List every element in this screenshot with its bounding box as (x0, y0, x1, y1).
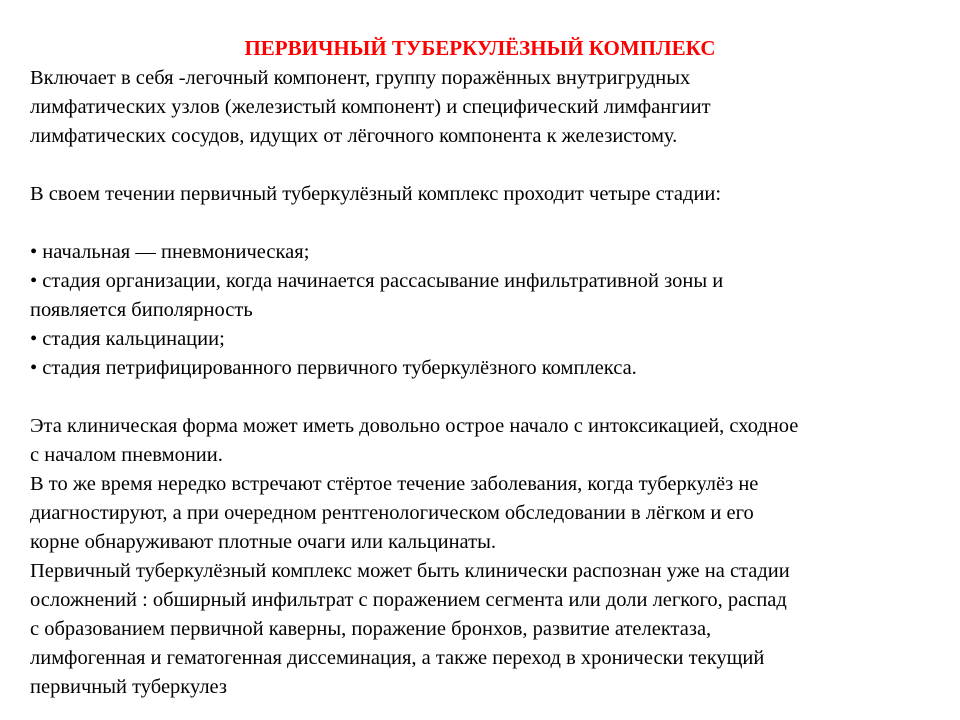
stage-item: появляется биполярность (30, 299, 253, 321)
spacer (30, 383, 940, 412)
clinical-line: Эта клиническая форма может иметь довольно острое начало с интоксикацией, сходное (30, 415, 799, 437)
slide-body (30, 64, 940, 702)
spacer (30, 151, 940, 180)
intro-line: лимфатических сосудов, идущих от лёгочного компонента к железистому. (30, 125, 678, 147)
stages-intro: В своем течении первичный туберкулёзный комплекс проходит четыре стадии: (30, 183, 722, 205)
intro-line: лимфатических узлов (железистый компонент) и специфический лимфангиит (30, 96, 711, 118)
stage-item: • начальная — пневмоническая; (30, 241, 310, 263)
clinical-line: диагностируют, а при очередном рентгенологическом обследовании в лёгком и его (30, 502, 754, 524)
stage-item: • стадия петрифицированного первичного туберкулёзного комплекса. (30, 357, 637, 379)
clinical-line: В то же время нередко встречают стёртое течение заболевания, когда туберкулёз не (30, 473, 759, 495)
clinical-line: лимфогенная и гематогенная диссеминация, а также переход в хронически текущий (30, 647, 765, 669)
clinical-line: корне обнаруживают плотные очаги или кальцинаты. (30, 531, 496, 553)
clinical-line: с образованием первичной каверны, поражение бронхов, развитие ателектаза, (30, 618, 712, 640)
clinical-line: первичный туберкулез (30, 676, 227, 698)
spacer (30, 209, 940, 238)
stage-item: • стадия организации, когда начинается рассасывание инфильтративной зоны и (30, 270, 724, 292)
clinical-line: с началом пневмонии. (30, 444, 223, 466)
slide-title: ПЕРВИЧНЫЙ ТУБЕРКУЛЁЗНЫЙ КОМПЛЕКС (244, 36, 716, 60)
intro-line: Включает в себя -легочный компонент, группу поражённых внутригрудных (30, 67, 691, 89)
stage-item: • стадия кальцинации; (30, 328, 225, 350)
clinical-line: осложнений : обширный инфильтрат с поражением сегмента или доли легкого, распад (30, 589, 787, 611)
clinical-line: Первичный туберкулёзный комплекс может быть клинически распознан уже на стадии (30, 560, 790, 582)
